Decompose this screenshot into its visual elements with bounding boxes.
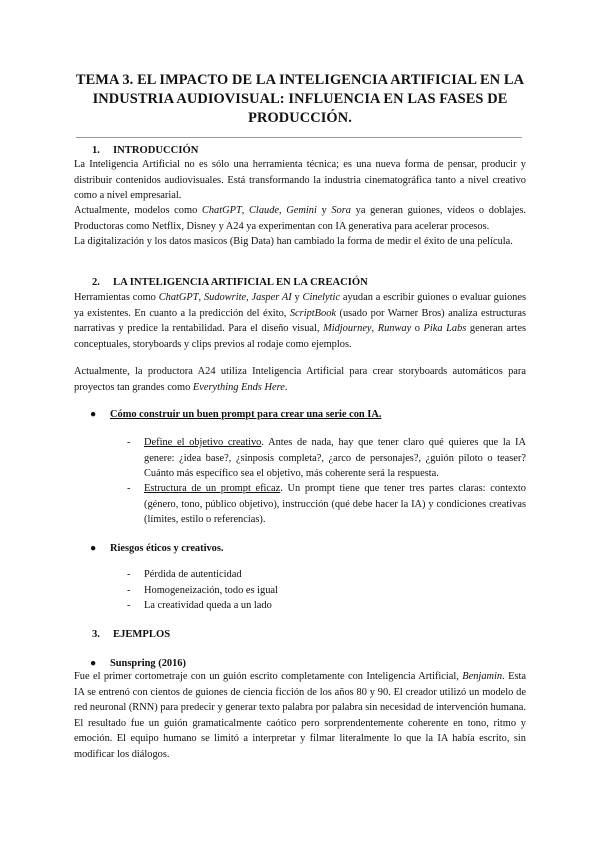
section-number: 1. <box>92 145 100 156</box>
bullet-heading: Riesgos éticos y creativos. <box>110 543 224 554</box>
section-number: 3. <box>92 629 100 640</box>
risk-text: Pérdida de autenticidad <box>144 569 242 580</box>
text-run: , <box>198 292 204 303</box>
section-title: INTRODUCCIÓN <box>113 145 199 156</box>
text-run: ya generan guiones, vídeos o doblajes. Productoras como Netflix, Disney y A24 ya experimentan con IA generativa para acelerar procesos. <box>74 205 526 232</box>
model-name: ChatGPT <box>201 205 242 216</box>
text-run: . Esta IA se entrenó con cientos de guiones de ciencia ficción de los años 80 y 90. El creador utilizó un modelo de red neuronal (RNN) para predecir y generar texto palabra por palabra sin necesidad de intervención humana. El resultado fue un guión gramaticalmente caótico pero sorprendentemente coherente en tono, ritmo y emoción. El equipo humano se limitó a interpretar y filmar literalmente lo que la IA había escrito, sin modificar los diálogos. <box>74 671 526 760</box>
tool-name: Jasper AI <box>251 292 292 303</box>
section-heading-creacion <box>92 276 368 289</box>
document-title: TEMA 3. EL IMPACTO DE LA INTELIGENCIA ARTIFICIAL EN LA INDUSTRIA AUDIOVISUAL: INFLUENCIA EN LAS FASES DE PRODUCCIÓN. <box>75 72 525 126</box>
text-run: , <box>279 205 287 216</box>
bullet-icon: ● <box>90 543 97 554</box>
dash-marker: - <box>127 585 131 596</box>
text-run: , <box>246 292 252 303</box>
section-heading-ejemplos <box>92 628 170 641</box>
text-run: Herramientas como <box>74 292 159 303</box>
text-run: y <box>291 292 303 303</box>
creation-paragraph-1 <box>74 290 526 352</box>
tool-name: Sudowrite <box>203 292 247 303</box>
tool-name: Runway <box>377 323 412 335</box>
text-run: Actualmente, modelos como <box>74 205 202 216</box>
text-run: ayudan a escribir guiones o evaluar guiones ya existentes. En cuanto a la predicción del éxito, <box>74 292 527 319</box>
dash-marker: - <box>127 483 131 494</box>
text-run: y <box>316 205 332 216</box>
bullet-heading: Sunspring (2016) <box>110 658 186 669</box>
tool-name: Pika Labs <box>423 323 467 335</box>
text-run: , <box>241 205 249 216</box>
text-run: , <box>371 323 378 335</box>
sunspring-paragraph <box>74 669 526 763</box>
tool-name: Midjourney <box>323 323 372 335</box>
item-title: Define el objetivo creativo <box>144 437 262 448</box>
item-body: . Antes de nada, hay que tener claro qué quieres que la IA genere: ¿idea base?, ¿sinposis completa?, ¿arco de personajes?, ¿guión piloto o teaser? Cuánto más específico sea el objetivo, más coherente será la respuesta. <box>144 437 527 480</box>
risk-text: Homogeneización, todo es igual <box>144 585 278 596</box>
risk-text: La creatividad queda a un lado <box>144 600 272 611</box>
film-title: Everything Ends Here <box>192 381 285 393</box>
section-heading-introduccion <box>92 144 198 157</box>
text-run: Actualmente, la productora A24 utiliza Inteligencia Artificial para crear storyboards automáticos para proyectos tan grandes como <box>74 366 526 393</box>
text-run: o <box>411 323 424 335</box>
tool-name: Cinelytic <box>302 292 341 303</box>
dash-marker: - <box>127 569 131 580</box>
intro-paragraph-1: La Inteligencia Artificial no es sólo una herramienta técnica; es una nueva forma de pensar, producir y distribuir contenidos audiovisuales. Está transformando la industria cinematográfica tanto a nivel creativo como a nivel empresarial. <box>74 159 526 202</box>
text-run: generan artes conceptuales, storyboards y clips previos al rodaje como ejemplos. <box>74 323 526 350</box>
risk-item <box>127 583 278 599</box>
item-title: Estructura de un prompt eficaz <box>144 483 281 494</box>
model-name: Gemini <box>286 205 317 216</box>
section-title: LA INTELIGENCIA ARTIFICIAL EN LA CREACIÓN <box>113 277 368 288</box>
dash-marker: - <box>127 600 131 611</box>
text-run: Fue el primer cortometraje con un guión escrito completamente con Inteligencia Artificial, <box>74 671 463 682</box>
tool-name: ChatGPT <box>158 292 199 303</box>
text-run: . <box>284 381 288 393</box>
intro-paragraph-2 <box>74 203 526 234</box>
text-run: (usado por Warner Bros) analiza estructuras narrativas y predice la rentabilidad. Para el diseño visual, <box>74 307 526 335</box>
risk-item <box>127 598 272 614</box>
prompt-item-2 <box>127 481 526 528</box>
model-name: Claude <box>249 205 280 216</box>
title-divider <box>76 137 522 138</box>
item-body: . Un prompt tiene que tener tres partes claras: contexto (género, tono, público objetivo), instrucción (qué debe hacer la IA) y condiciones creativas (límites, estilo o referencias). <box>144 483 526 526</box>
prompt-item-1 <box>127 435 526 482</box>
ai-name: Benjamin <box>462 671 503 682</box>
section-number: 2. <box>92 277 100 288</box>
dash-marker: - <box>127 437 131 448</box>
section-title: EJEMPLOS <box>113 629 171 640</box>
bullet-icon: ● <box>90 658 97 669</box>
creation-paragraph-2 <box>74 364 526 395</box>
risk-item <box>127 567 242 583</box>
intro-paragraph-3: La digitalización y los datos masicos (Big Data) han cambiado la forma de medir el éxito de una película. <box>74 236 513 247</box>
tool-name: ScriptBook <box>289 307 337 319</box>
model-name: Sora <box>331 205 351 216</box>
bullet-heading: Cómo construir un buen prompt para crear una serie con IA. <box>110 409 382 420</box>
bullet-icon: ● <box>90 409 97 420</box>
